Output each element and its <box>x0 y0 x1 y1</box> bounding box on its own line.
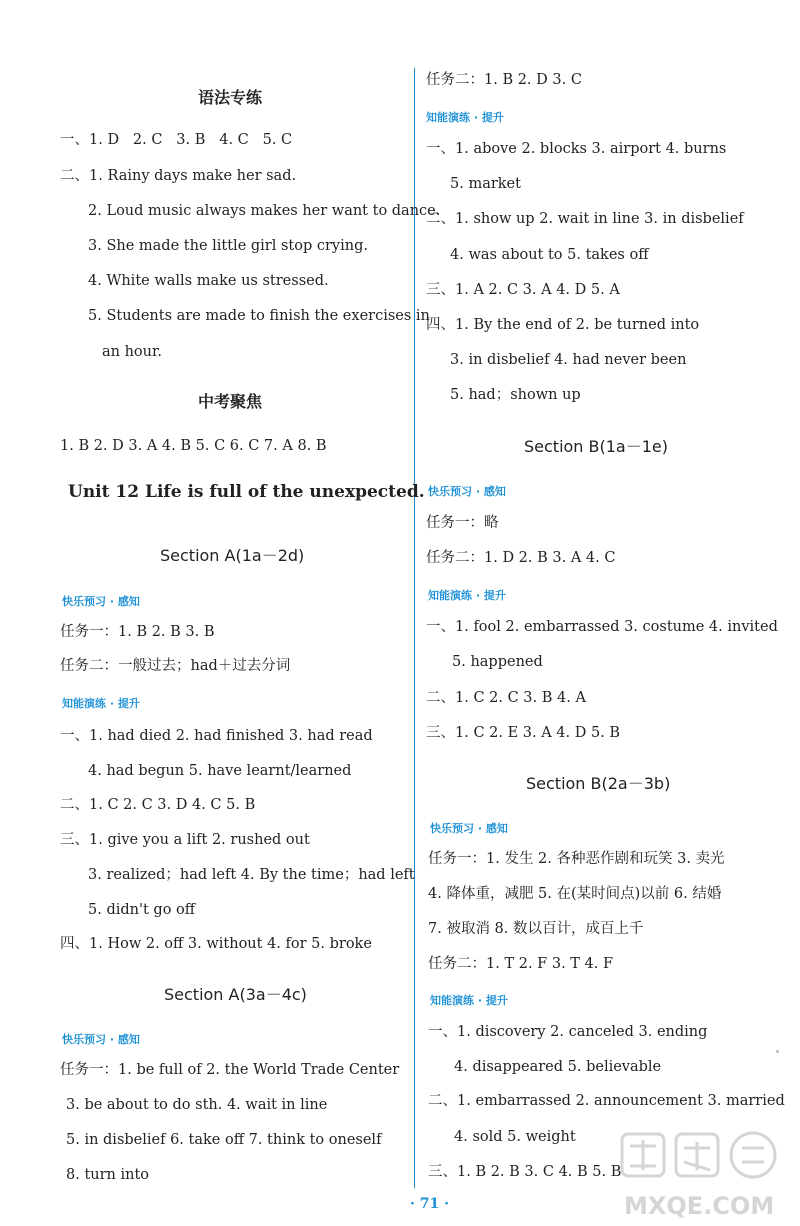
task-answer: 任务一：略 <box>426 515 499 531</box>
grammar-answer-line: an hour. <box>102 344 162 360</box>
exercise-answer: 4. had begun 5. have learnt/learned <box>88 763 352 779</box>
task-answer: 5. in disbelief 6. take off 7. think to oneself <box>66 1132 382 1148</box>
task-answer: 任务二：1. B 2. D 3. C <box>426 72 582 88</box>
section-tag: 快乐预习 · 感知 <box>430 822 508 835</box>
exercise-answer: 三、1. B 2. B 3. C 4. B 5. B <box>428 1164 622 1180</box>
answer: 4. C <box>219 132 249 148</box>
exercise-answer: 3. realized；had left 4. By the time；had left <box>88 867 415 883</box>
watermark-logo <box>618 1128 788 1223</box>
exercise-answer: 四、1. By the end of 2. be turned into <box>426 317 700 333</box>
exercise-answer: 5. had；shown up <box>450 387 581 403</box>
answer: 3. B <box>176 132 206 148</box>
section-heading: Section A(1a－2d) <box>160 546 305 565</box>
exercise-answer: 4. was about to 5. takes off <box>450 247 649 263</box>
grammar-title: 语法专练 <box>198 88 263 107</box>
answer: 一、1. D <box>60 132 120 148</box>
section-tag: 知能演练 · 提升 <box>426 111 504 124</box>
task-answer: 任务二：1. D 2. B 3. A 4. C <box>426 550 616 566</box>
task-answer: 7. 被取消 8. 数以百计，成百上千 <box>428 921 644 937</box>
unit-title: Unit 12 Life is full of the unexpected. <box>68 482 425 502</box>
svg-text:MXQE.COM: MXQE.COM <box>624 1192 775 1220</box>
section-tag: 知能演练 · 提升 <box>428 589 506 602</box>
answer: 2. C <box>132 132 163 148</box>
task-answer: 任务一：1. 发生 2. 各种恶作剧和玩笑 3. 卖光 <box>428 851 725 867</box>
task-answer: 4. 降体重，减肥 5. 在(某时间点)以前 6. 结婚 <box>428 886 722 902</box>
grammar-answer-line: 5. Students are made to finish the exercises in <box>88 308 430 324</box>
section-tag: 知能演练 · 提升 <box>62 697 140 710</box>
zhongkao-answers: 1. B 2. D 3. A 4. B 5. C 6. C 7. A 8. B <box>60 438 327 454</box>
task-answer: 任务二：一般过去；had＋过去分词 <box>60 658 291 674</box>
exercise-answer: 一、1. fool 2. embarrassed 3. costume 4. invited <box>426 619 778 635</box>
exercise-answer: 4. sold 5. weight <box>454 1129 576 1145</box>
exercise-answer: 5. happened <box>452 654 543 670</box>
answer: 5. C <box>262 132 293 148</box>
exercise-answer: 三、1. A 2. C 3. A 4. D 5. A <box>426 282 620 298</box>
exercise-answer: 5. market <box>450 176 521 192</box>
grammar-answer-line: 2. Loud music always makes her want to dance. <box>88 203 441 219</box>
task-answer: 8. turn into <box>66 1167 150 1183</box>
section-heading: Section B(2a－3b) <box>526 774 671 793</box>
task-answer: 任务二：1. T 2. F 3. T 4. F <box>428 956 614 972</box>
page-number: · 71 · <box>410 1196 449 1212</box>
task-answer: 任务一：1. B 2. B 3. B <box>60 624 215 640</box>
section-tag: 快乐预习 · 感知 <box>62 595 140 608</box>
section-tag: 快乐预习 · 感知 <box>62 1033 140 1046</box>
exercise-answer: 5. didn't go off <box>88 902 196 918</box>
exercise-answer: 一、1. discovery 2. canceled 3. ending <box>428 1024 708 1040</box>
grammar-answer-line: 4. White walls make us stressed. <box>88 273 329 289</box>
exercise-answer: 二、1. show up 2. wait in line 3. in disbelief <box>426 211 744 227</box>
grammar-answer-line: 3. She made the little girl stop crying. <box>88 238 368 254</box>
exercise-answer: 四、1. How 2. off 3. without 4. for 5. broke <box>60 936 372 952</box>
section-tag: 快乐预习 · 感知 <box>428 485 506 498</box>
scan-speck <box>776 1050 779 1053</box>
zhongkao-title: 中考聚焦 <box>198 392 263 411</box>
exercise-answer: 二、1. embarrassed 2. announcement 3. married <box>428 1093 785 1109</box>
exercise-answer: 一、1. above 2. blocks 3. airport 4. burns <box>426 141 727 157</box>
grammar-answer-line: 二、1. Rainy days make her sad. <box>60 168 297 184</box>
column-divider <box>414 68 415 1188</box>
section-heading: Section A(3a－4c) <box>164 985 307 1004</box>
section-tag: 知能演练 · 提升 <box>430 994 508 1007</box>
exercise-answer: 一、1. had died 2. had finished 3. had read <box>60 728 373 744</box>
exercise-answer: 二、1. C 2. C 3. D 4. C 5. B <box>60 797 256 813</box>
exercise-answer: 二、1. C 2. C 3. B 4. A <box>426 690 586 706</box>
exercise-answer: 3. in disbelief 4. had never been <box>450 352 687 368</box>
task-answer: 任务一：1. be full of 2. the World Trade Center <box>60 1062 400 1078</box>
exercise-answer: 三、1. C 2. E 3. A 4. D 5. B <box>426 725 621 741</box>
exercise-answer: 4. disappeared 5. believable <box>454 1059 662 1075</box>
task-answer: 3. be about to do sth. 4. wait in line <box>66 1097 328 1113</box>
exercise-answer: 三、1. give you a lift 2. rushed out <box>60 832 310 848</box>
grammar-answers-1 <box>60 130 292 150</box>
section-heading: Section B(1a－1e) <box>524 437 669 456</box>
